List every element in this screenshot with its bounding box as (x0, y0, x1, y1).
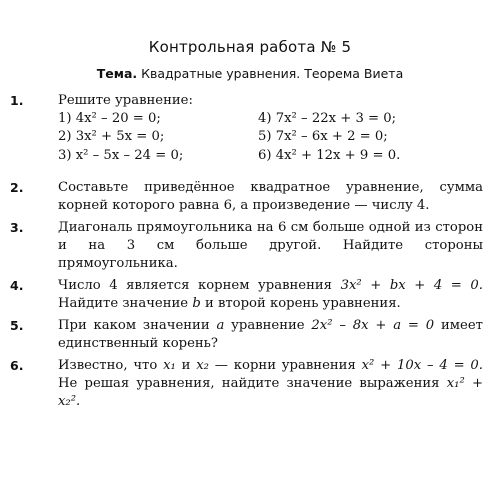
task-6-text-b: — корни уравнения (214, 358, 356, 373)
task-5-text-a: При каком значении (58, 318, 210, 333)
task-5-equation: 2x² – 8x + a = 0 (311, 318, 435, 333)
task-1-prompt: Решите уравнение: (58, 93, 193, 108)
task-number: 5. (10, 318, 24, 333)
task-number: 3. (10, 220, 24, 235)
task-3-text: Диагональ прямоугольника на 6 см больше одной из сторон и на 3 см больше другой. Найдите стороны прямоугольника. (58, 220, 483, 272)
task-3 (0, 219, 500, 277)
equation-grid (58, 110, 483, 165)
task-5-text-b: уравнение (231, 318, 305, 333)
task-6-x2: x₂ (196, 358, 209, 373)
task-6 (0, 357, 500, 417)
task-number: 4. (10, 278, 24, 293)
task-5-variable: a (216, 318, 225, 333)
equation-3: 3) x² – 5x – 24 = 0; (58, 147, 184, 163)
equation-5: 5) 7x² – 6x + 2 = 0; (258, 129, 388, 145)
task-6-text-a: Известно, что (58, 358, 158, 373)
task-4 (0, 277, 500, 317)
task-list (0, 92, 500, 417)
equation-4: 4) 7x² – 22x + 3 = 0; (258, 111, 397, 127)
topic-label: Тема. (96, 66, 138, 81)
task-2-text: Составьте приведённое квадратное уравнение, сумма корней которого равна 6, а произведение — числу 4. (58, 180, 483, 214)
task-4-variable: b (192, 296, 201, 312)
task-4-text-c: и второй корень уравнения. (204, 296, 401, 312)
task-1 (0, 92, 500, 179)
topic-text: Квадратные уравнения. Теорема Виета (141, 66, 404, 81)
task-4-text-b: Найдите значение (58, 296, 189, 312)
task-number: 2. (10, 180, 24, 195)
task-6-equation: x² + 10x – 4 = 0. (361, 358, 484, 373)
task-6-text-c: Не решая уравнения, найдите значение выражения (58, 376, 440, 392)
task-4-equation: 3x² + bx + 4 = 0. (340, 278, 483, 293)
equation-1: 1) 4x² – 20 = 0; (58, 111, 161, 127)
equation-2: 2) 3x² + 5x = 0; (58, 129, 165, 145)
task-6-expression: x₁² + x₂². (58, 376, 483, 410)
topic-line (0, 66, 500, 81)
equation-6: 6) 4x² + 12x + 9 = 0. (258, 147, 401, 163)
task-6-and: и (181, 358, 191, 373)
task-number: 1. (10, 93, 24, 108)
page-title: Контрольная работа № 5 (148, 38, 352, 56)
task-number: 6. (10, 358, 24, 373)
task-5-text-c: имеет единственный корень? (58, 318, 483, 352)
task-4-text-a: Число 4 является корнем уравнения (58, 278, 332, 293)
task-6-x1: x₁ (163, 358, 176, 373)
task-5 (0, 317, 500, 357)
task-2 (0, 179, 500, 219)
